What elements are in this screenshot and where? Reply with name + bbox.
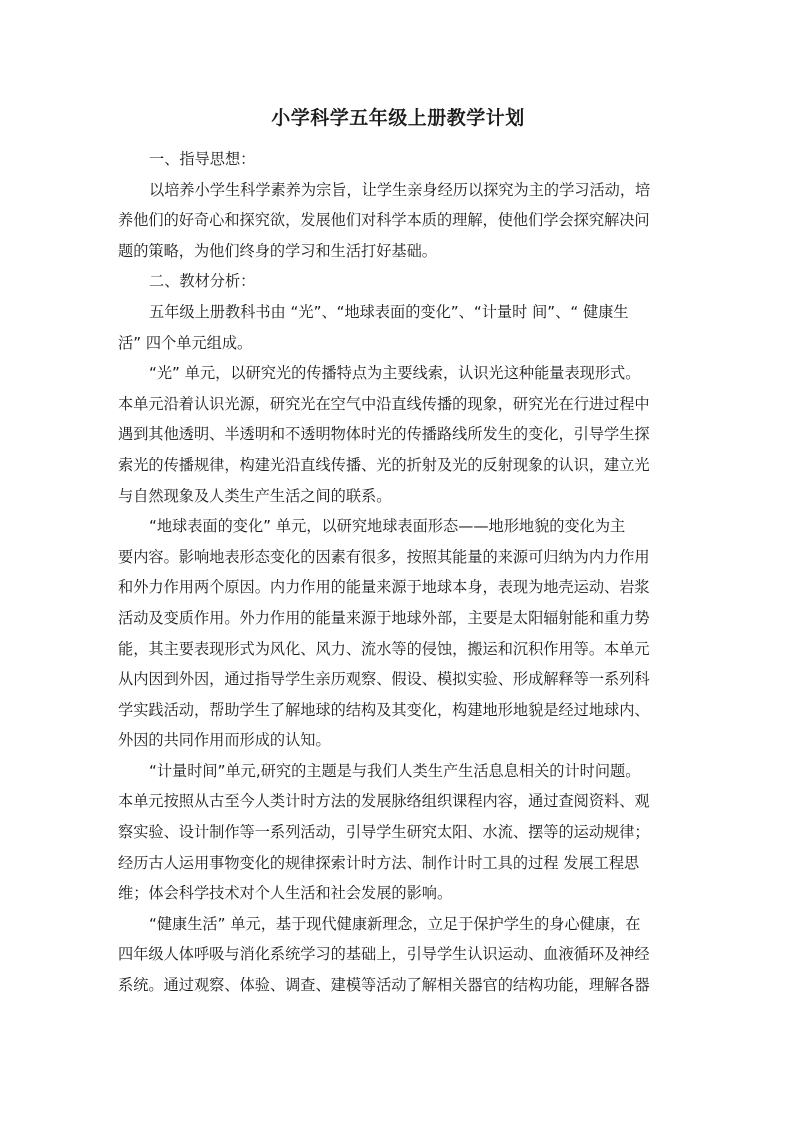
- text-line: 二、教材分析：: [149, 272, 256, 291]
- text-line: 系统。通过观察、体验、调查、建模等活动了解相关器官的结构功能，理解各器: [118, 976, 650, 995]
- text-line: 外因的共同作用而形成的认知。: [118, 731, 331, 750]
- text-line: “健康生活” 单元，基于现代健康新理念，立足于保护学生的身心健康，在: [149, 914, 641, 933]
- text-line: “光” 单元，以研究光的传播特点为主要线索，认识光这种能量表现形式。: [149, 364, 641, 383]
- text-line: 本单元按照从古至今人类计时方法的发展脉络组织课程内容，通过查阅资料、观: [118, 792, 650, 811]
- text-line: 本单元沿着认识光源，研究光在空气中沿直线传播的现象，研究光在行进过程中: [118, 394, 650, 413]
- text-line: 学实践活动，帮助学生了解地球的结构及其变化，构建地形地貌是经过地球内、: [118, 700, 650, 719]
- text-line: 五年级上册教科书由 “光”、“地球表面的变化”、“计量时 间”、“ 健康生: [149, 302, 629, 321]
- text-line: 察实验、设计制作等一系列活动，引导学生研究太阳、水流、摆等的运动规律；: [118, 823, 650, 842]
- text-line: “地球表面的变化” 单元，以研究地球表面形态——地形地貌的变化为主: [149, 517, 626, 536]
- text-line: 一、指导思想：: [149, 150, 256, 168]
- text-line: 和外力作用两个原因。内力作用的能量来源于地球本身，表现为地壳运动、岩浆: [118, 578, 650, 597]
- text-line: 维；体会科学技术对个人生活和社会发展的影响。: [118, 884, 453, 903]
- document-title: 小学科学五年级上册教学计划: [271, 107, 525, 129]
- text-line: 遇到其他透明、半透明和不透明物体时光的传播路线所发生的变化，引导学生探: [118, 425, 650, 444]
- text-line: 以培养小学生科学素养为宗旨，让学生亲身经历以探究为主的学习活动，培: [149, 180, 651, 199]
- text-line: 活动及变质作用。外力作用的能量来源于地球外部，主要是太阳辐射能和重力势: [118, 608, 650, 627]
- text-line: 活” 四个单元组成。: [118, 333, 253, 352]
- text-line: 索光的传播规律，构建光沿直线传播、光的折射及光的反射现象的认识，建立光: [118, 455, 650, 474]
- text-line: 能，其主要表现形式为风化、风力、流水等的侵蚀，搬运和沉积作用等。本单元: [118, 639, 650, 658]
- document-body: [118, 144, 678, 1001]
- text-line: 题的策略，为他们终身的学习和生活打好基础。: [118, 241, 437, 260]
- document-page: [118, 98, 678, 1001]
- text-line: 经历古人运用事物变化的规律探索计时方法、制作计时工具的过程 发展工程思: [118, 853, 640, 872]
- text-line: 四年级人体呼吸与消化系统学习的基础上，引导学生认识运动、血液循环及神经: [118, 945, 650, 964]
- text-line: 养他们的好奇心和探究欲，发展他们对科学本质的理解，使他们学会探究解决问: [118, 211, 650, 230]
- text-line: 要内容。影响地表形态变化的因素有很多，按照其能量的来源可归纳为内力作用: [118, 547, 650, 566]
- text-line: 与自然现象及人类生产生活之间的联系。: [118, 486, 392, 505]
- text-line: “计量时间”单元,研究的主题是与我们人类生产生活息息相关的计时问题。: [149, 761, 641, 780]
- text-line: 从内因到外因，通过指导学生亲历观察、假设、模拟实验、形成解释等一系列科: [118, 670, 650, 689]
